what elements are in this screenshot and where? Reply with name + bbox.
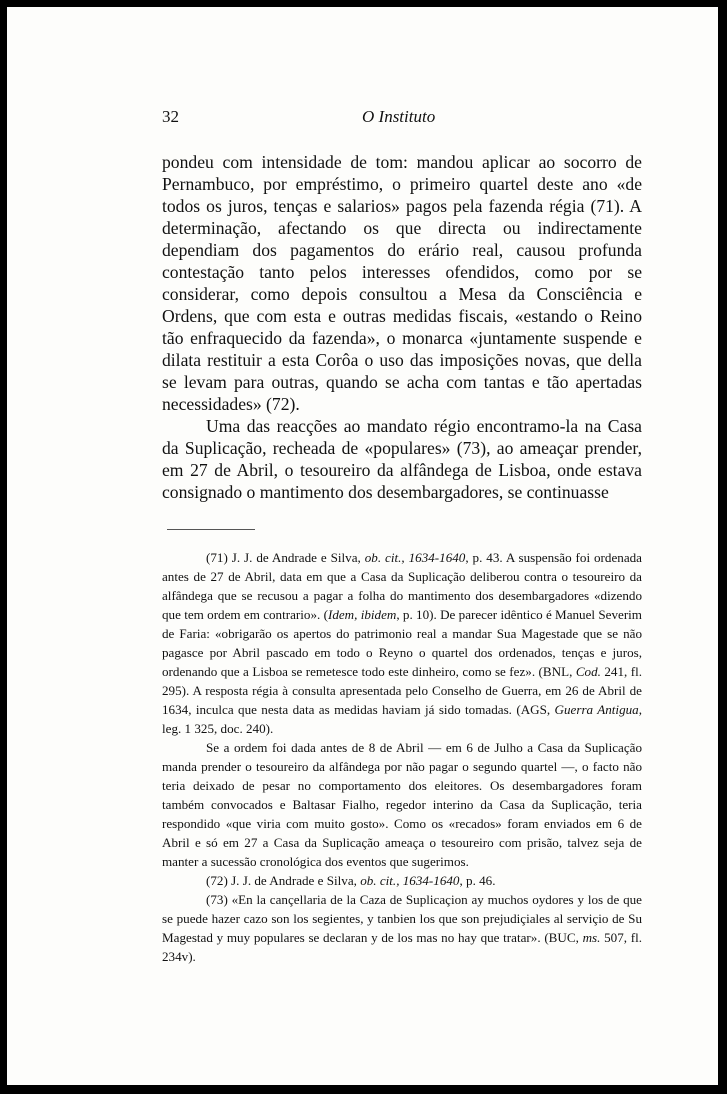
- footnote-73: (73) «En la cançellaria de la Caza de Suplicaçion ay muchos oydores y los de que se puede hazer cazo son los segientes, y tanbien los que son prejudiçiales al serviçio de Su Magestad y muy populares se declaran y de los mas no hay que tratar». (BUC, ms. 507, fl. 234v).: [162, 892, 642, 964]
- paragraph-continued: pondeu com intensidade de tom: mandou aplicar ao socorro de Pernambuco, por empréstimo, o primeiro quartel deste ano «de todos os juros, tenças e salarios» pagos pela fazenda régia (71). A determinação, afectando os que directa ou indirectamente dependiam dos pagamentos do erário real, causou profunda contestação tanto pelos interesses ofendidos, como por se considerar, como depois consultou a Mesa da Consciência e Ordens, que com esta e outras medidas fiscais, «estando o Reino tão enfraquecido da fazenda», o monarca «juntamente suspende e dilata restituir a esta Corôa o uso das imposições novas, que della se levam para outras, quando se acha com tantas e tão apertadas necessidades» (72).: [162, 152, 642, 414]
- page: [7, 7, 718, 1085]
- paragraph: Uma das reacções ao mandato régio encontramo-la na Casa da Suplicação, recheada de «populares» (73), ao ameaçar prender, em 27 de Abril, o tesoureiro da alfândega de Lisboa, onde estava consignado o mantimento dos desembargadores, se continuasse: [162, 416, 642, 502]
- footnote-72: (72) J. J. de Andrade e Silva, ob. cit., 1634-1640, p. 46.: [206, 873, 496, 888]
- page-header: [162, 101, 642, 131]
- footnotes: [162, 548, 642, 966]
- main-text: [162, 151, 642, 503]
- footnote-71-continuation: Se a ordem foi dada antes de 8 de Abril — em 6 de Julho a Casa da Suplicação manda prender o tesoureiro da alfândega por não pagar o segundo quartel —, o facto não teria deixado de pesar no comportamento dos eleitores. Os desembargadores foram também convocados e Baltasar Fialho, regedor interino da Casa da Suplicação, teria respondido «que viria com muito gosto». Como os «recados» foram enviados em 6 de Abril e só em 27 a Casa da Suplicação ameaça o tesoureiro com prisão, talvez seja de manter a sucessão cronológica dos eventos que sugerimos.: [162, 740, 642, 869]
- footnote-71: (71) J. J. de Andrade e Silva, ob. cit., 1634-1640, p. 43. A suspensão foi ordenada antes de 27 de Abril, data em que a Casa da Suplicação deliberou contra o tesoureiro da alfândega que se recusou a pagar a folha do mantimento dos desembargadores «dizendo que tem ordem em contrario». (Idem, ibidem, p. 10). De parecer idêntico é Manuel Severim de Faria: «obrigarão os apertos do patrimonio real a mandar Sua Magestade que se não pagasce por Abril pascado em todo o Reyno o quartel dos ordenados, tenças e juros, ordenando que a Lisboa se remetesce todo este dinheiro, como se fez». (BNL, Cod. 241, fl. 295). A resposta régia à consulta apresentada pelo Conselho de Guerra, em 26 de Abril de 1634, inculca que nesta data as medidas haviam já sido tomadas. (AGS, Guerra Antigua, leg. 1 325, doc. 240).: [162, 550, 642, 736]
- footnote-separator: [167, 529, 255, 530]
- running-title: O Instituto: [362, 107, 436, 126]
- page-number: 32: [162, 107, 179, 126]
